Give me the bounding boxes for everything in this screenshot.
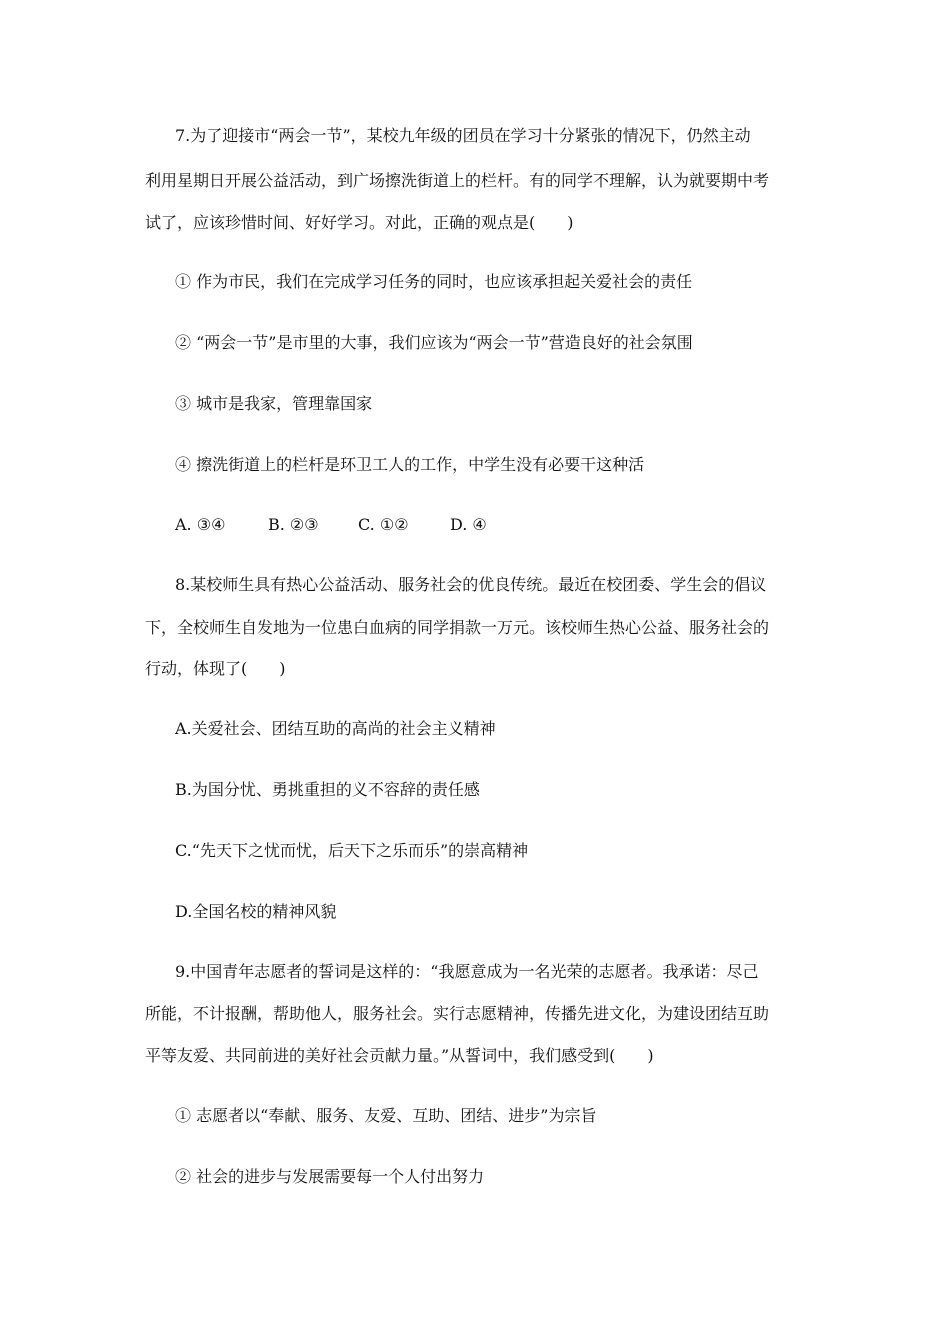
q7-statement-1: ① 作为市民，我们在完成学习任务的同时，也应该承担起关爱社会的责任 bbox=[175, 272, 693, 291]
q7-option-b: B. ②③ bbox=[268, 515, 319, 534]
q7-statement-3: ③ 城市是我家，管理靠国家 bbox=[175, 394, 373, 413]
q9-stem-line-2: 所能，不计报酬，帮助他人，服务社会。实行志愿精神，传播先进文化，为建设团结互助 bbox=[145, 1004, 770, 1023]
q7-option-d: D. ④ bbox=[450, 515, 487, 534]
q8-stem-line-3: 行动，体现了( ) bbox=[145, 659, 286, 678]
q8-option-d: D.全国名校的精神风貌 bbox=[175, 902, 337, 921]
q9-statement-1: ① 志愿者以“奉献、服务、友爱、互助、团结、进步”为宗旨 bbox=[175, 1106, 597, 1125]
q7-statement-2: ② “两会一节”是市里的大事，我们应该为“两会一节”营造良好的社会氛围 bbox=[175, 333, 693, 352]
q7-options-row bbox=[175, 515, 487, 535]
q7-stem-line-2: 利用星期日开展公益活动，到广场擦洗街道上的栏杆。有的同学不理解，认为就要期中考 bbox=[145, 171, 770, 190]
q8-option-c: C.“先天下之忧而忧，后天下之乐而乐”的崇高精神 bbox=[175, 841, 529, 860]
q8-stem-line-2: 下，全校师生自发地为一位患白血病的同学捐款一万元。该校师生热心公益、服务社会的 bbox=[145, 618, 770, 637]
q8-stem-line-1: 8.某校师生具有热心公益活动、服务社会的优良传统。最近在校团委、学生会的倡议 bbox=[175, 575, 767, 594]
q8-option-a: A.关爱社会、团结互助的高尚的社会主义精神 bbox=[175, 719, 496, 738]
q9-stem-line-3: 平等友爱、共同前进的美好社会贡献力量。”从誓词中，我们感受到( ) bbox=[145, 1046, 654, 1065]
q7-stem-line-1: 7.为了迎接市“两会一节”，某校九年级的团员在学习十分紧张的情况下，仍然主动 bbox=[175, 126, 751, 145]
q7-option-a: A. ③④ bbox=[175, 515, 226, 534]
q7-option-c: C. ①② bbox=[358, 515, 409, 534]
q9-statement-2: ② 社会的进步与发展需要每一个人付出努力 bbox=[175, 1167, 485, 1186]
q7-stem-line-3: 试了，应该珍惜时间、好好学习。对此，正确的观点是( ) bbox=[145, 213, 574, 232]
q8-option-b: B.为国分忧、勇挑重担的义不容辞的责任感 bbox=[175, 780, 480, 799]
q9-stem-line-1: 9.中国青年志愿者的誓词是这样的：“我愿意成为一名光荣的志愿者。我承诺：尽己 bbox=[175, 962, 759, 981]
q7-statement-4: ④ 擦洗街道上的栏杆是环卫工人的工作，中学生没有必要干这种活 bbox=[175, 455, 645, 474]
